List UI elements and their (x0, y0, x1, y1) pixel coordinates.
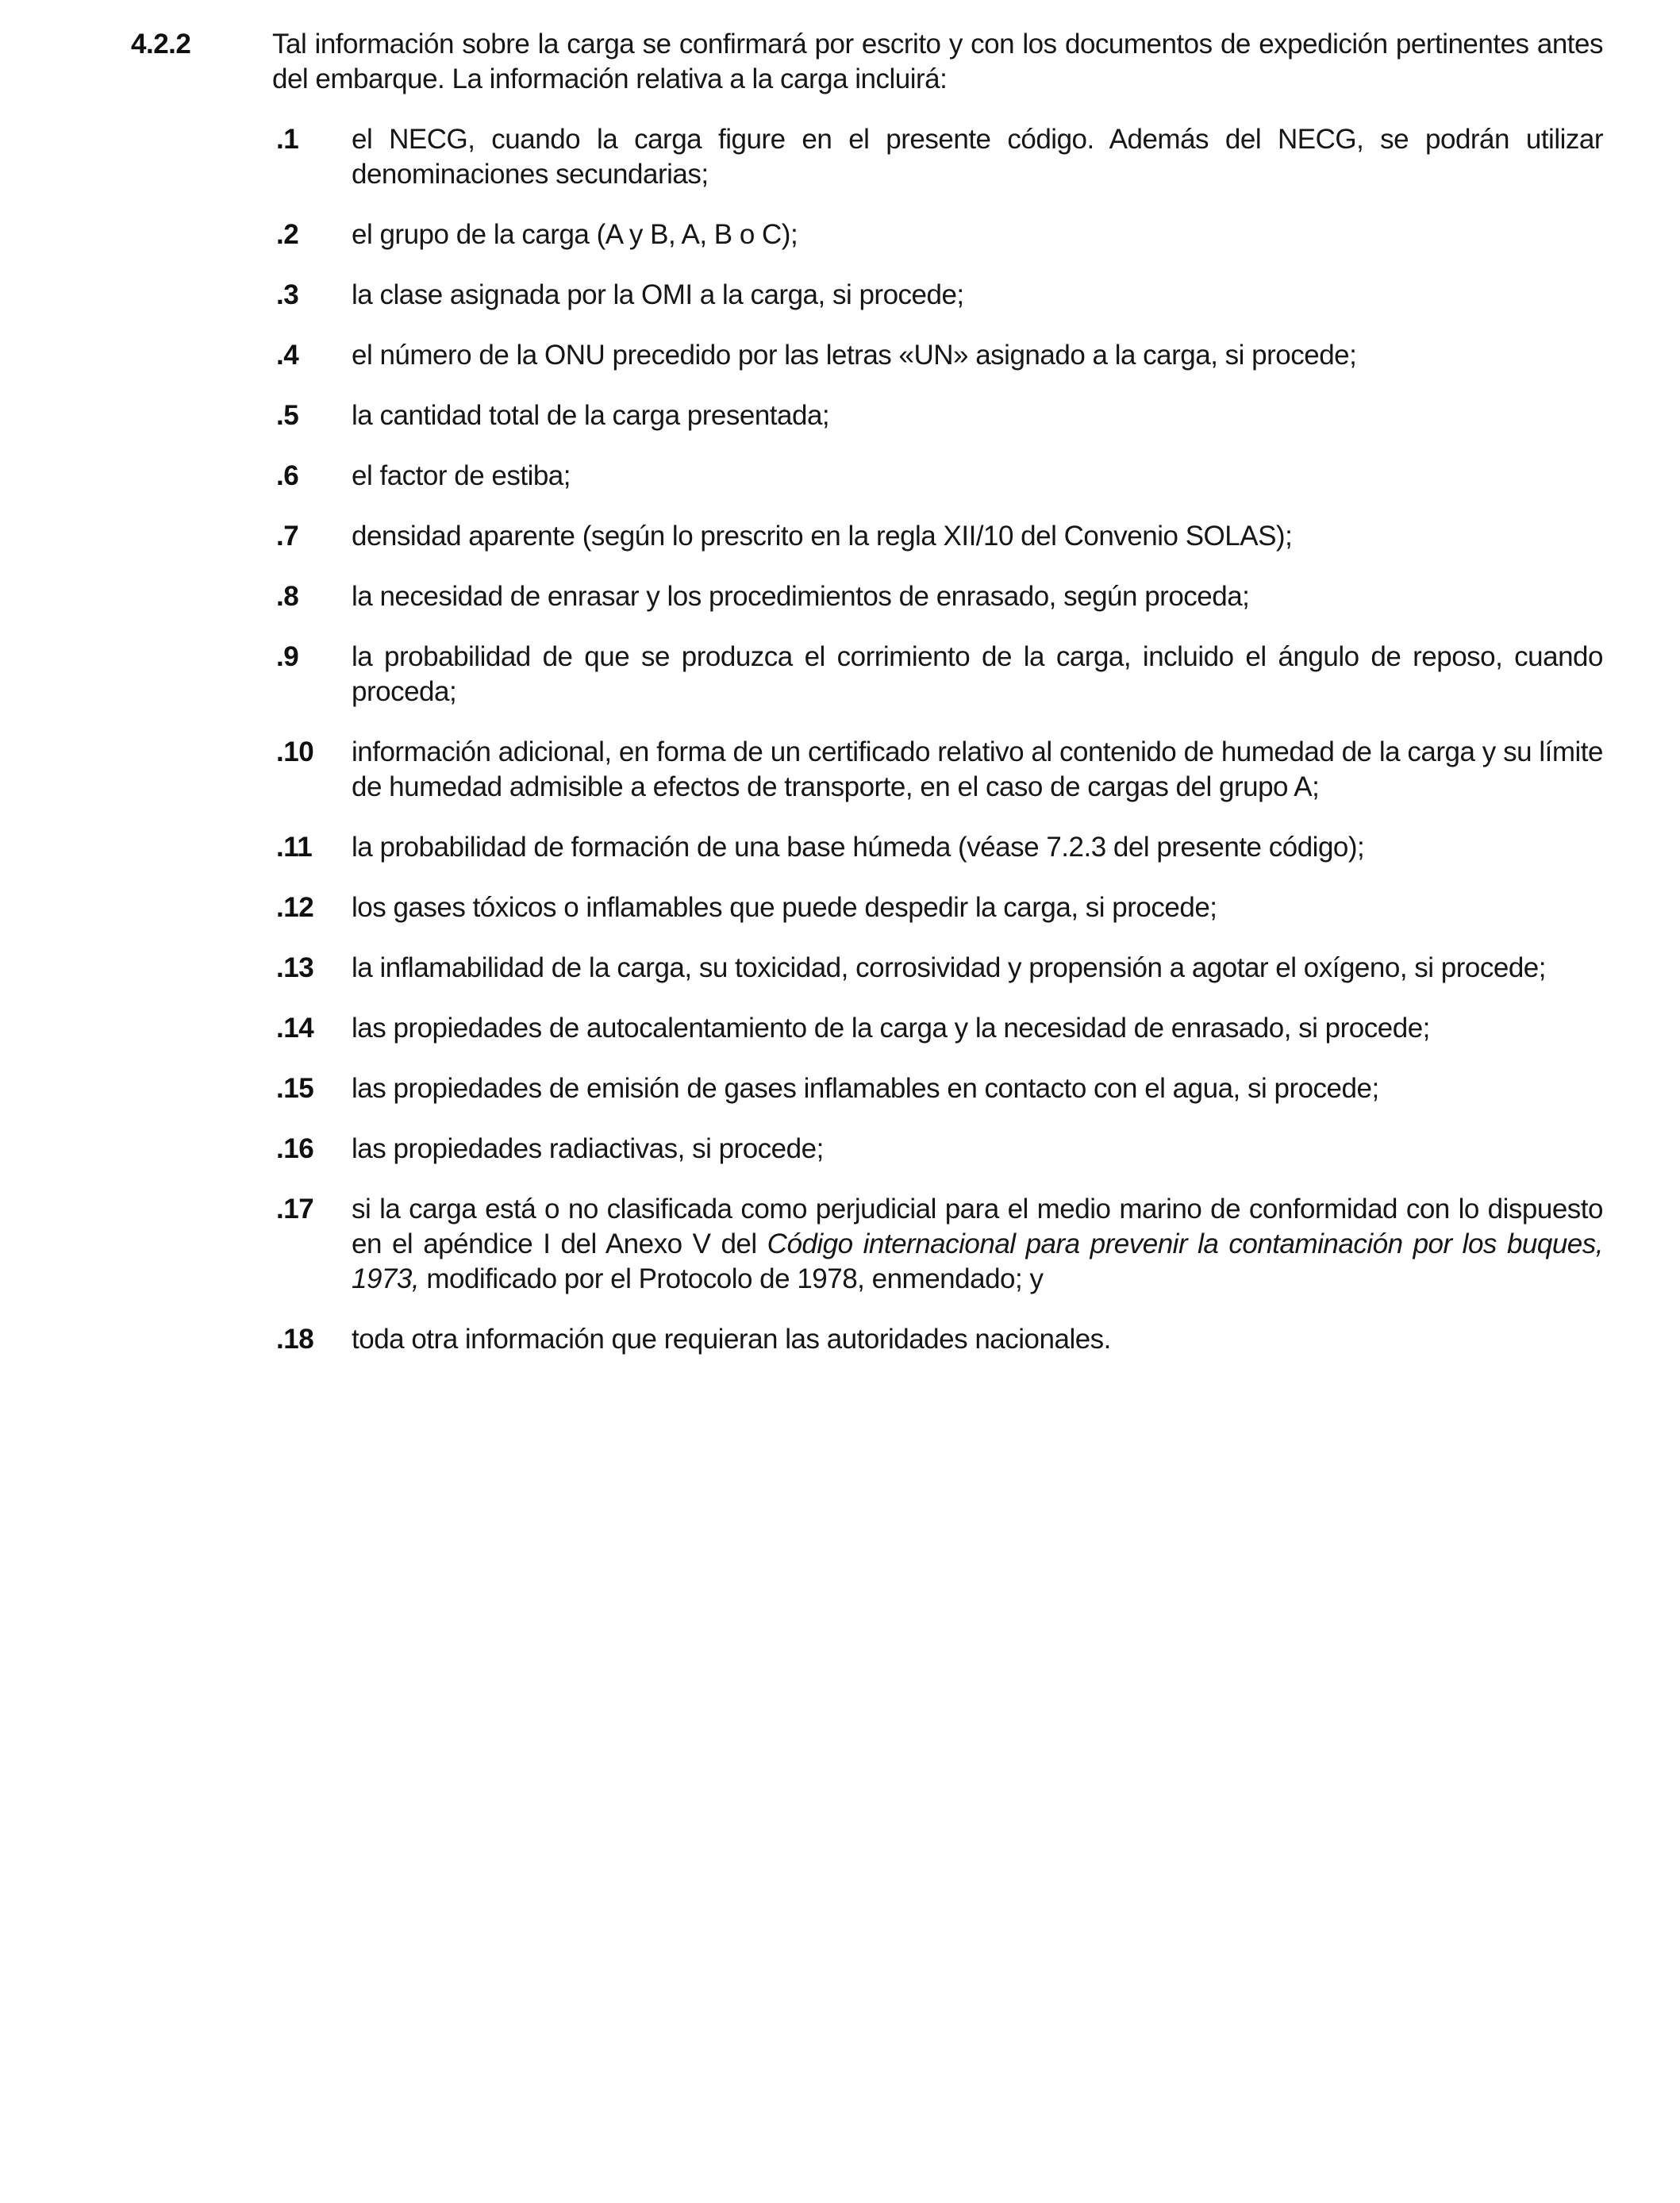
item-number: .7 (276, 521, 299, 552)
item-text (352, 579, 1603, 614)
list-item (276, 640, 1680, 709)
item-text-main: toda otra información que requieran las autoridades nacionales. (352, 1324, 1111, 1355)
item-text-italic: Código internacional para prevenir la contaminación por los buques, 1973, (352, 1228, 1603, 1294)
item-text-main: la probabilidad de que se produzca el corrimiento de la carga, incluido el ángulo de reposo, cuando proceda; (352, 641, 1603, 707)
item-text (352, 640, 1603, 709)
section-number: 4.2.2 (131, 29, 191, 60)
item-number: .3 (276, 279, 299, 310)
list-item (276, 278, 1680, 313)
item-text-main: la inflamabilidad de la carga, su toxicidad, corrosividad y propensión a agotar el oxígeno, si procede; (352, 952, 1546, 983)
item-text-main: las propiedades de emisión de gases inflamables en contacto con el agua, si procede; (352, 1073, 1379, 1104)
item-text-main: la cantidad total de la carga presentada; (352, 400, 830, 431)
item-text (352, 951, 1603, 986)
list-item (276, 579, 1680, 614)
item-number: .14 (276, 1013, 314, 1044)
item-text (352, 1192, 1603, 1297)
item-number: .16 (276, 1133, 314, 1164)
item-text-main: la necesidad de enrasar y los procedimientos de enrasado, según proceda; (352, 581, 1250, 612)
item-number: .11 (276, 832, 313, 863)
item-text-main: las propiedades de autocalentamiento de la carga y la necesidad de enrasado, si procede; (352, 1013, 1430, 1044)
item-number: .5 (276, 400, 299, 431)
item-text (352, 338, 1603, 373)
list-item (276, 398, 1680, 433)
item-text (352, 122, 1603, 192)
list-item (276, 1011, 1680, 1046)
item-text (352, 1071, 1603, 1106)
list-item (276, 122, 1680, 192)
section-intro-text: Tal información sobre la carga se confirmará por escrito y con los documentos de expedición pertinentes antes del embarque. La información relativa a la carga incluirá: (272, 29, 1603, 94)
list-item (276, 459, 1680, 494)
item-text (352, 1322, 1603, 1357)
item-text-main: el factor de estiba; (352, 460, 571, 491)
item-text (352, 830, 1603, 865)
item-text-main: el número de la ONU precedido por las letras «UN» asignado a la carga, si procede; (352, 340, 1357, 371)
item-text-main: las propiedades radiactivas, si procede; (352, 1133, 824, 1164)
item-number: .17 (276, 1194, 314, 1225)
item-text-main: la probabilidad de formación de una base húmeda (véase 7.2.3 del presente código); (352, 832, 1365, 863)
item-text (352, 398, 1603, 433)
list-item (276, 1071, 1680, 1106)
list-item (276, 519, 1680, 554)
item-text-main: el grupo de la carga (A y B, A, B o C); (352, 219, 798, 250)
item-number: .13 (276, 952, 314, 983)
item-text (352, 1132, 1603, 1167)
item-text-main: la clase asignada por la OMI a la carga, si procede; (352, 279, 964, 310)
item-number: .6 (276, 460, 299, 491)
item-text-main: información adicional, en forma de un certificado relativo al contenido de humedad de la carga y su límite de humedad admisible a efectos de transporte, en el caso de cargas del grupo A; (352, 736, 1603, 802)
item-text-main: si la carga está o no clasificada como perjudicial para el medio marino de conformidad con lo dispuesto en el apéndice I del Anexo V del (352, 1194, 1603, 1259)
item-text (352, 1011, 1603, 1046)
list-item (276, 890, 1680, 925)
item-text-main: densidad aparente (según lo prescrito en la regla XII/10 del Convenio SOLAS); (352, 521, 1293, 552)
item-text-after: modificado por el Protocolo de 1978, enmendado; y (419, 1263, 1044, 1294)
list-item (276, 735, 1680, 805)
item-number: .9 (276, 641, 299, 672)
item-number: .10 (276, 736, 314, 767)
list-item (276, 1192, 1680, 1297)
item-number: .8 (276, 581, 299, 612)
item-text (352, 459, 1603, 494)
list-item (276, 830, 1680, 865)
item-number: .12 (276, 892, 314, 923)
list-item (276, 1132, 1680, 1167)
list-item (276, 217, 1680, 252)
list-item (276, 1322, 1680, 1357)
item-text (352, 278, 1603, 313)
item-text (352, 735, 1603, 805)
section-paragraph (131, 27, 1680, 97)
item-text-main: los gases tóxicos o inflamables que puede despedir la carga, si procede; (352, 892, 1217, 923)
item-text (352, 519, 1603, 554)
item-number: .1 (276, 124, 299, 155)
item-text (352, 890, 1603, 925)
list-item (276, 338, 1680, 373)
item-number: .18 (276, 1324, 314, 1355)
item-number: .2 (276, 219, 299, 250)
list-item (276, 951, 1680, 986)
item-number: .4 (276, 340, 299, 371)
item-number: .15 (276, 1073, 314, 1104)
item-text-main: el NECG, cuando la carga figure en el presente código. Además del NECG, se podrán utilizar denominaciones secundarias; (352, 124, 1603, 190)
item-text (352, 217, 1603, 252)
